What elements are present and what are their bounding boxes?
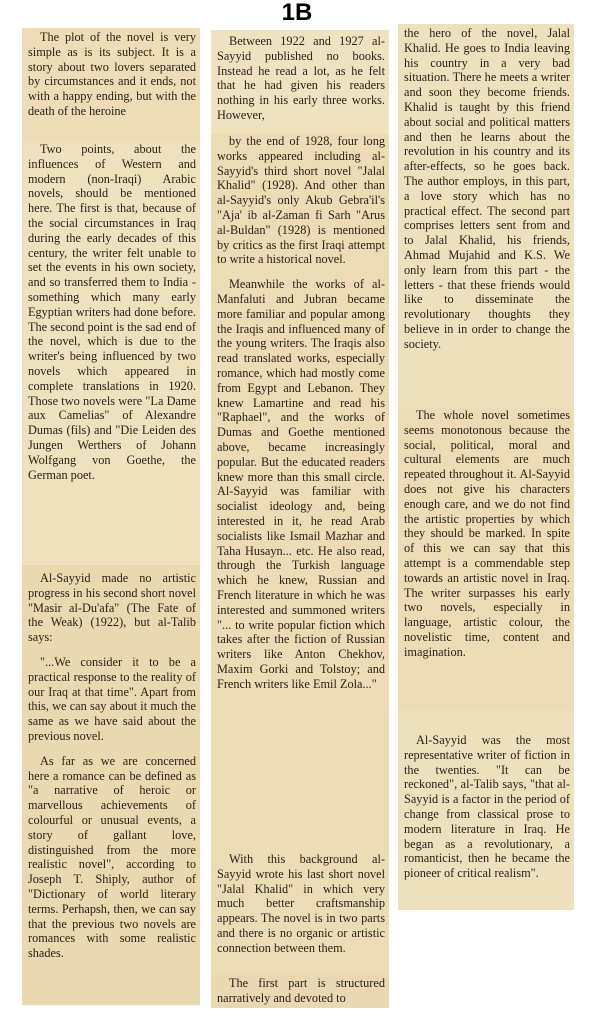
paragraph: "...We consider it to be a practical response to the reality of our Iraq at that time". Apart from this, we can say about it much the same as we have said about the previous novel.	[28, 654, 196, 743]
clipping-col1-main	[22, 140, 200, 565]
clipping-col1-lower	[22, 565, 200, 1005]
clipping-col3-middle	[398, 408, 574, 711]
paragraph: Between 1922 and 1927 al-Sayyid published no books. Instead he read a lot, as he felt that he had given his readers nothing in his early three works. However,	[217, 34, 385, 122]
paragraph: The first part is structured narratively and devoted to	[217, 976, 385, 1005]
paragraph: As far as we are concerned here a romance can be defined as "a narrative of heroic or marvellous achievements of colourful or unusual events, a story of gallant love, distinguished from the more realistic novel", according to Joseph T. Shiply, author of "Dictionary of world literary terms. Perhapsh, then, we can say that the previous two novels are romances with some realistic shades.	[28, 753, 196, 961]
paragraph: the hero of the novel, Jalal Khalid. He goes to India leaving his country in a very bad situation. There he meets a writer and soon they become friends. Khalid is taught by this friend about social and political matters and then he learns about the revolution in his country and its after-effects, so he goes back. The author employs, in this part, a love story which has no practical effect. The second part comprises letters sent from and to Jalal Khalid, his friends, Ahmad Mujahid and K.S. We only learn from this part - the letters - that these friends would like to disseminate the revolutionary thoughts they believe in in order to change the society.	[404, 26, 570, 351]
paragraph: Meanwhile the works of al-Manfaluti and Jubran became more familiar and popular among the Iraqis and influenced many of the young writers. The Iraqis also read translated works, especially romance, which had mostly come from Egypt and Lebanon. They knew Lamartine and read his "Raphael", and the works of Dumas and Goethe mentioned above, became increasingly popular. But the educated readers knew more than this small circle. Al-Sayyid was familiar with socialist ideology and, being interested in it, he read Arab socialists like Ismail Mazhar and Taha Husayn... etc. He also read, through the Turkish language which he knew, Russian and French literature in which he was interested and summoned writers "... to write popular fiction which takes after the fiction of Russian writers like Anton Chekhov, Maxim Gorki and Tolstoy; and French writers like Emil Zola..."	[217, 277, 385, 691]
clipping-col2-bottom	[211, 974, 389, 1008]
clipping-col2-top	[211, 30, 389, 134]
clipping-col2-lower	[211, 850, 389, 974]
clipping-col3-top	[398, 24, 574, 408]
paragraph: With this background al-Sayyid wrote his last short novel "Jalal Khalid" in which very much better craftsmanship appears. The novel is in two parts and there is no organic or artistic connection between them.	[217, 852, 385, 955]
page-title: 1B	[281, 0, 313, 26]
paragraph: by the end of 1928, four long works appeared including al-Sayyid's third short novel "Jalal Khalid" (1928). And other than al-Sayyid's only Akub Gebra'il's "Aja' ib al-Zaman fi Sarh "Arus al-Buldan" (1928) is mentioned by critics as the first Iraqi attempt to write a historical novel.	[217, 134, 385, 267]
clipping-col1-intro	[22, 28, 200, 140]
paragraph: Al-Sayyid made no artistic progress in his second short novel "Masir al-Du'afa" (The Fate of the Weak) (1922), but al-Talib says:	[28, 571, 196, 645]
clipping-col3-bottom	[398, 711, 574, 910]
paragraph: The plot of the novel is very simple as is its subject. It is a story about two lovers separated by circumstances and it ends, not with a happy ending, but with the death of the heroine	[28, 30, 196, 118]
paragraph: Two points, about the influences of Western and modern (non-Iraqi) Arabic novels, should be mentioned here. The first is that, because of the social circumstances in Iraq during the early decades of this century, the writer felt unable to set the events in his own society, and so transferred them to India - something which many early Egyptian writers had done before. The second point is the sad end of the novel, which is due to the writer's being influenced by two novels which appeared in complete translations in 1920. Those two novels were "La Dame aux Camelias" of Alexandre Dumas (fils) and "Die Leiden des Jungen Werthers of Johann Wolfgang von Goethe, the German poet.	[28, 142, 196, 482]
paragraph: The whole novel sometimes seems monotonous because the social, political, moral and cultural elements are much repeated throughout it. Al-Sayyid does not give his characters enough care, and we do not find the artistic properties by which they should be marked. In spite of this we can say that this attempt is a commendable step towards an artistic novel in Iraq. The writer surpasses his early two novels, especially in language, artistic colour, the novelistic time, content and imagination.	[404, 408, 570, 659]
paragraph: Al-Sayyid was the most representative writer of fiction in the twenties. "It can be reckoned", al-Talib says, "that al-Sayyid is a factor in the period of change from classical prose to modern literature in Iraq. He began as a revolutionary, a romanticist, then he became the pioneer of critical realism".	[404, 733, 570, 881]
clipping-col2-main	[211, 134, 389, 850]
